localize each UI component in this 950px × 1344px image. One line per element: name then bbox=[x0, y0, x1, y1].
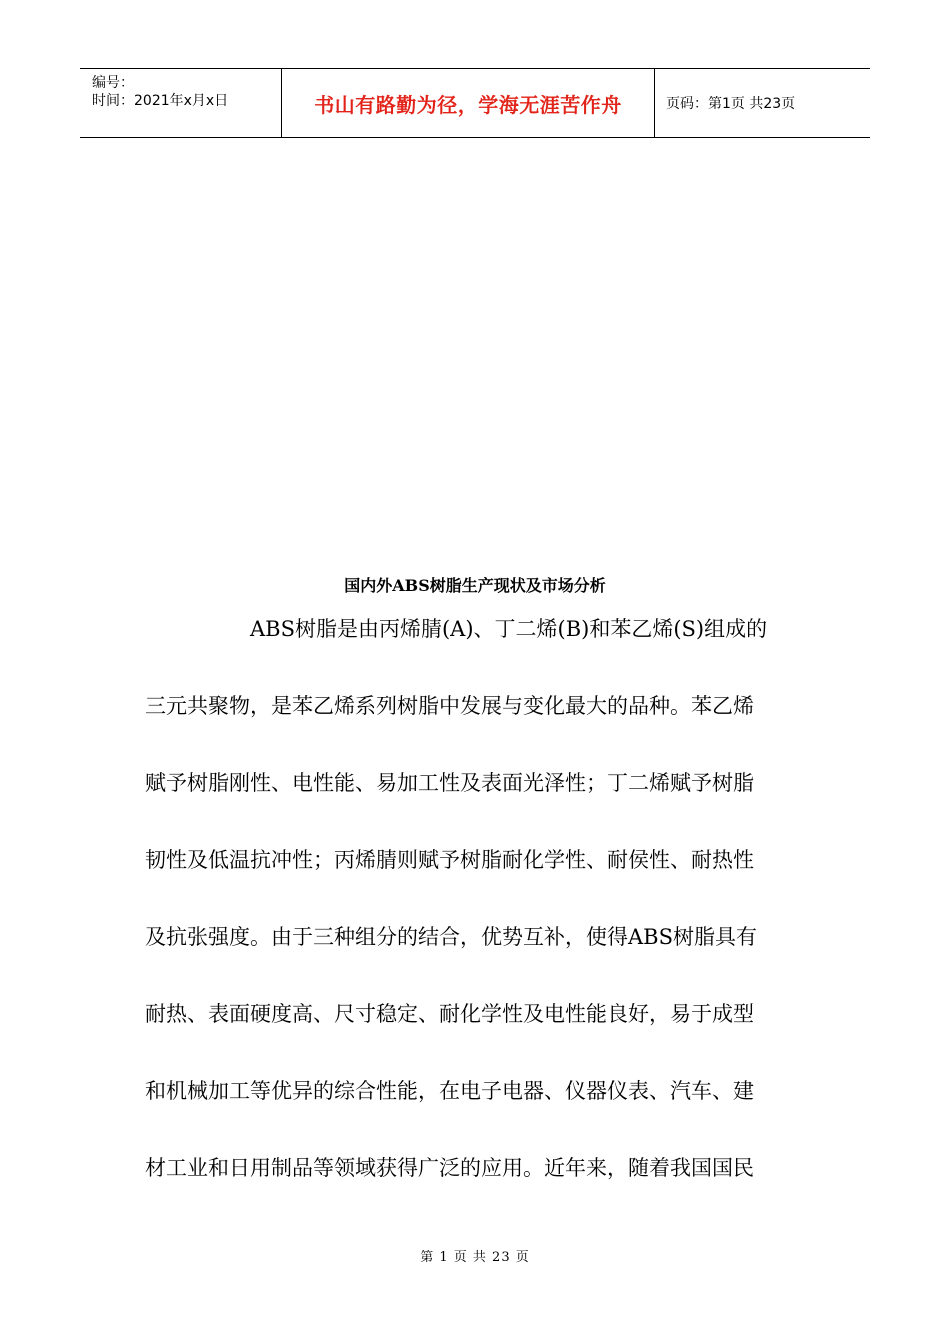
header-left-cell bbox=[80, 69, 280, 137]
header-motto: 书山有路勤为径，学海无涯苦作舟 bbox=[314, 92, 622, 117]
document-title: 国内外ABS树脂生产现状及市场分析 bbox=[344, 576, 606, 595]
body-line: 韧性及低温抗冲性；丙烯腈则赋予树脂耐化学性、耐侯性、耐热性 bbox=[145, 848, 754, 872]
body-line: ABS树脂是由丙烯腈(A)、丁二烯(B)和苯乙烯(S)组成的 bbox=[250, 617, 768, 641]
document-body bbox=[145, 612, 805, 1228]
body-line: 和机械加工等优异的综合性能，在电子电器、仪器仪表、汽车、建 bbox=[145, 1079, 754, 1103]
document-date-label: 时间：2021年x月x日 bbox=[92, 93, 229, 109]
body-line: 材工业和日用制品等领域获得广泛的应用。近年来，随着我国国民 bbox=[145, 1156, 754, 1180]
document-number-label: 编号： bbox=[92, 75, 134, 91]
header-motto-cell bbox=[281, 69, 655, 137]
header-page-info: 页码：第1页 共23页 bbox=[666, 96, 796, 112]
body-line: 及抗张强度。由于三种组分的结合，优势互补，使得ABS树脂具有 bbox=[145, 925, 757, 949]
page-footer: 第 1 页 共 23 页 bbox=[420, 1250, 530, 1265]
page-header bbox=[80, 68, 870, 138]
header-page-cell bbox=[654, 69, 870, 137]
body-line: 三元共聚物，是苯乙烯系列树脂中发展与变化最大的品种。苯乙烯 bbox=[145, 694, 754, 718]
body-line: 耐热、表面硬度高、尺寸稳定、耐化学性及电性能良好，易于成型 bbox=[145, 1002, 754, 1026]
body-line: 赋予树脂刚性、电性能、易加工性及表面光泽性；丁二烯赋予树脂 bbox=[145, 771, 754, 795]
